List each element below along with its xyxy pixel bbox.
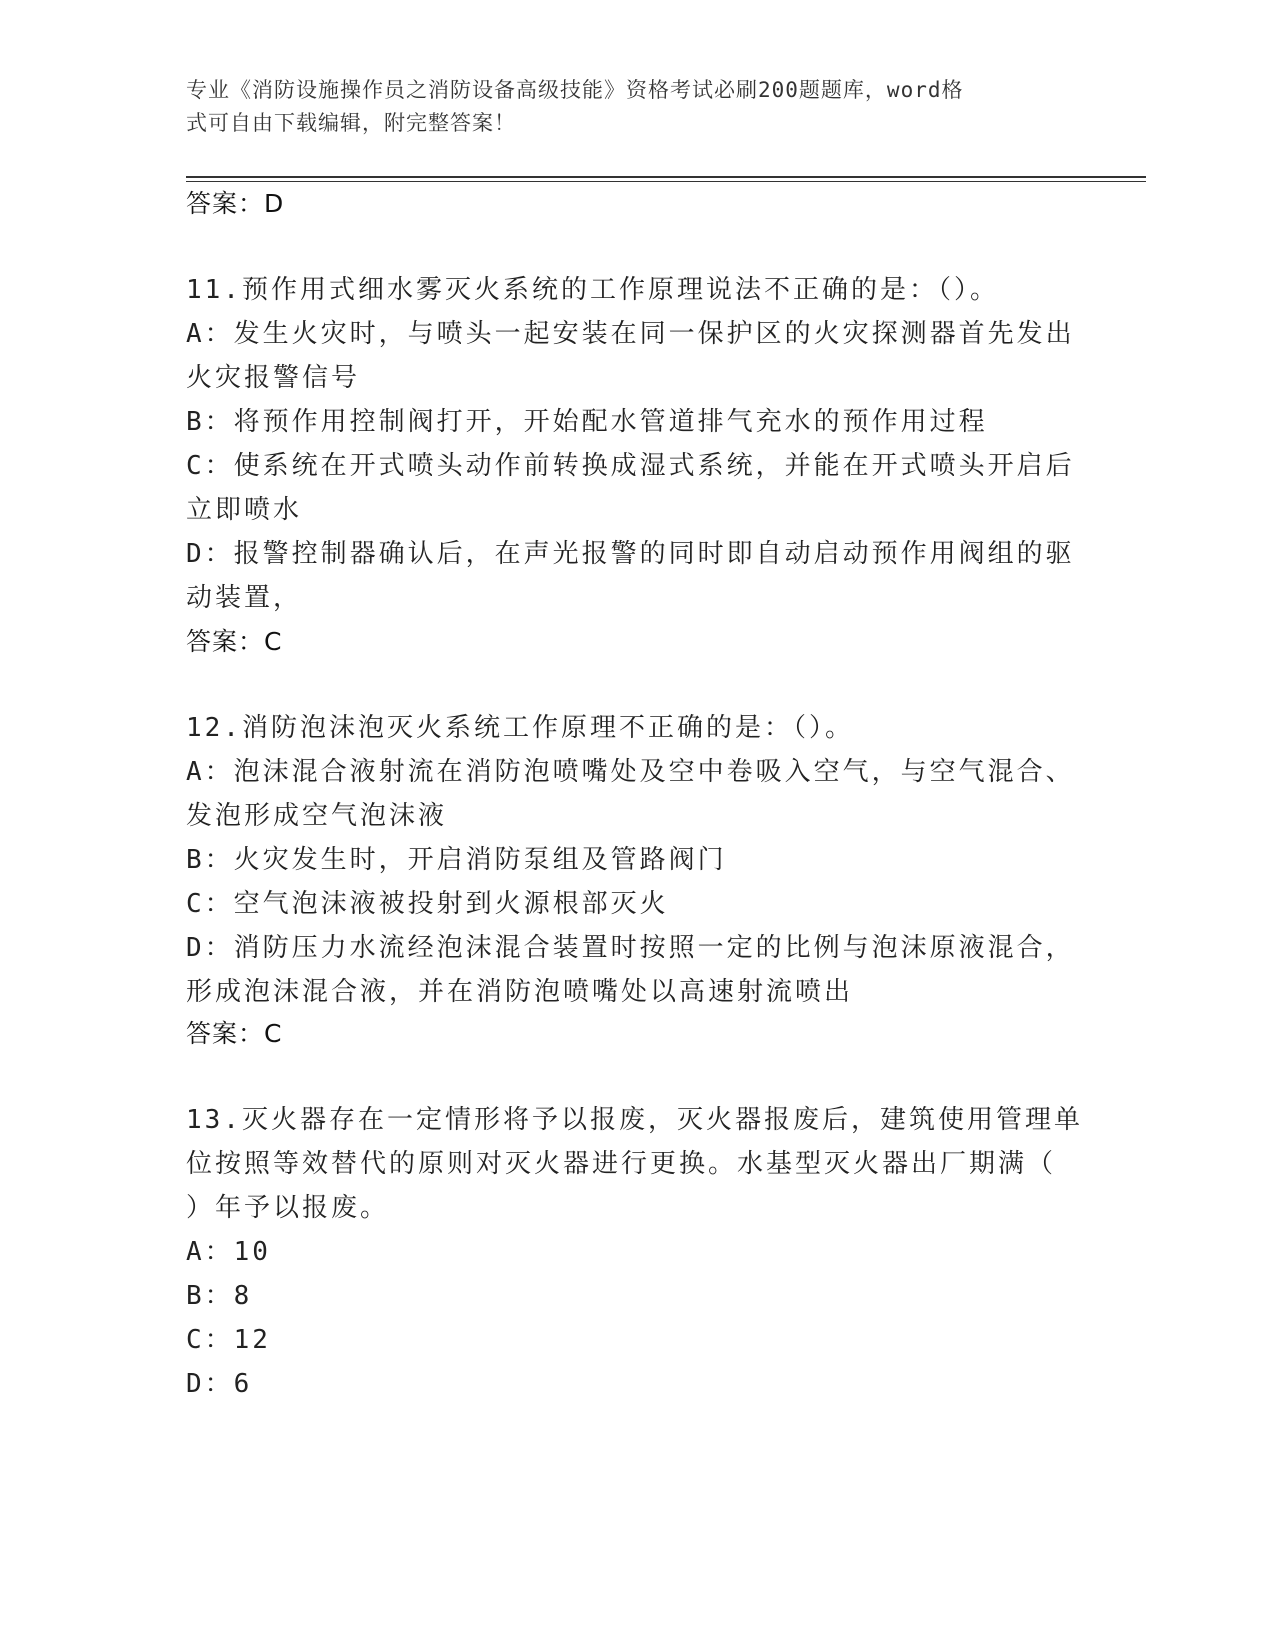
- q12-option-d-line-1: D：消防压力水流经泡沫混合装置时按照一定的比例与泡沫原液混合，: [186, 933, 1075, 963]
- q12-stem: 12.消防泡沫泡灭火系统工作原理不正确的是：（）。: [186, 713, 854, 743]
- q12-option-c: C：空气泡沫液被投射到火源根部灭火: [186, 889, 669, 919]
- q13-option-a: A：10: [186, 1237, 271, 1267]
- header-divider-thin: [186, 181, 1146, 182]
- q12-option-a-line-2: 发泡形成空气泡沫液: [186, 801, 448, 831]
- q11-answer: 答案：C: [186, 627, 283, 656]
- prev-answer: 答案：D: [186, 189, 285, 218]
- header-divider-thick: [186, 176, 1146, 178]
- q12-option-d-line-2: 形成泡沫混合液，并在消防泡喷嘴处以高速射流喷出: [186, 977, 854, 1007]
- header-line-2: 式可自由下载编辑，附完整答案！: [186, 111, 516, 135]
- q11-stem: 11.预作用式细水雾灭火系统的工作原理说法不正确的是：（）。: [186, 275, 999, 305]
- q13-stem-line-3: ）年予以报废。: [186, 1193, 390, 1223]
- q11-option-b: B：将预作用控制阀打开，开始配水管道排气充水的预作用过程: [186, 407, 988, 437]
- q13-stem-line-2: 位按照等效替代的原则对灭火器进行更换。水基型灭火器出厂期满（: [186, 1149, 1057, 1179]
- q11-option-a-line-2: 火灾报警信号: [186, 363, 361, 393]
- q11-option-a-line-1: A：发生火灾时，与喷头一起安装在同一保护区的火灾探测器首先发出: [186, 319, 1075, 349]
- q11-option-d-line-2: 动装置，: [186, 583, 303, 613]
- q12-option-a-line-1: A：泡沫混合液射流在消防泡喷嘴处及空中卷吸入空气，与空气混合、: [186, 757, 1075, 787]
- q11-option-d-line-1: D：报警控制器确认后，在声光报警的同时即自动启动预作用阀组的驱: [186, 539, 1075, 569]
- q12-option-b: B：火灾发生时，开启消防泵组及管路阀门: [186, 845, 727, 875]
- document-header: [186, 74, 1066, 140]
- q13-option-d: D：6: [186, 1369, 253, 1399]
- q13-option-c: C：12: [186, 1325, 271, 1355]
- q12-answer: 答案：C: [186, 1019, 283, 1048]
- q11-option-c-line-1: C：使系统在开式喷头动作前转换成湿式系统，并能在开式喷头开启后: [186, 451, 1075, 481]
- q13-stem-line-1: 13.灭火器存在一定情形将予以报废，灭火器报废后，建筑使用管理单: [186, 1105, 1083, 1135]
- header-line-1: 专业《消防设施操作员之消防设备高级技能》资格考试必刷200题题库，word格: [186, 78, 964, 102]
- q11-option-c-line-2: 立即喷水: [186, 495, 303, 525]
- q13-option-b: B：8: [186, 1281, 253, 1311]
